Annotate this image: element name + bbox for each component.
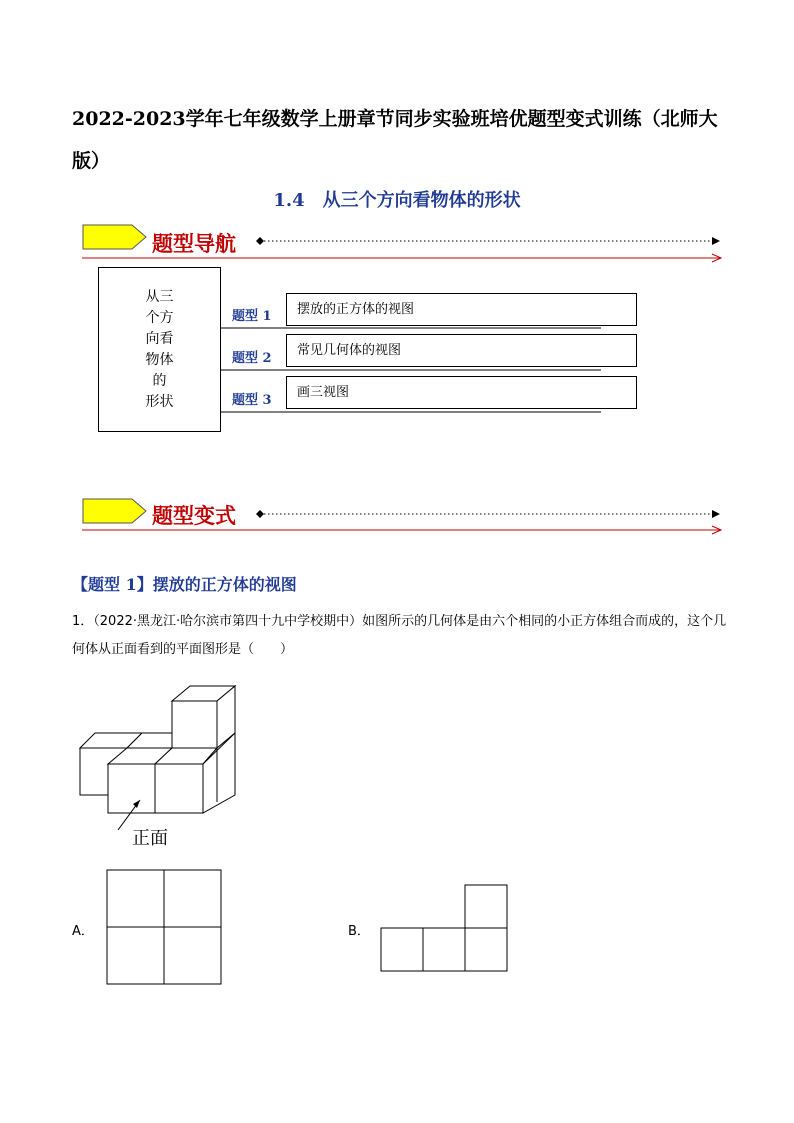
type-3-label: 题型 3 (232, 393, 272, 408)
topic-line: 个方 (145, 309, 174, 326)
type-1-heading: 【题型 1】摆放的正方体的视图 (72, 575, 297, 594)
front-label: 正面 (132, 828, 168, 849)
topic-line: 的 (152, 372, 167, 389)
section-title: 1.4 从三个方向看物体的形状 (273, 190, 521, 211)
topic-line: 形状 (145, 393, 174, 410)
option-b-label[interactable]: B． (348, 924, 370, 939)
topic-box (98, 267, 221, 432)
variants-banner-label: 题型变式 (152, 503, 236, 528)
topic-line: 向看 (145, 330, 174, 347)
type-2-box[interactable] (286, 334, 637, 367)
option-b-figure[interactable] (380, 884, 510, 974)
type-2-label: 题型 2 (232, 351, 272, 366)
type-3-title: 画三视图 (297, 385, 350, 400)
option-a-label[interactable]: A． (72, 924, 94, 939)
document-title: 2022-2023学年七年级数学上册章节同步实验班培优题型变式训练（北师大版） (72, 108, 718, 172)
topic-line: 物体 (145, 351, 174, 368)
type-1-box[interactable] (286, 293, 637, 326)
type-1-title: 摆放的正方体的视图 (297, 302, 415, 317)
type-2-title: 常见几何体的视图 (297, 343, 402, 358)
type-1-label: 题型 1 (232, 309, 272, 324)
option-a-figure[interactable] (106, 869, 224, 987)
nav-banner-label: 题型导航 (152, 231, 236, 256)
type-3-box[interactable] (286, 376, 637, 409)
topic-line: 从三 (145, 288, 174, 305)
question-1-text: 1．（2022·黑龙江·哈尔滨市第四十九中学校期中）如图所示的几何体是由六个相同的小正方体组合而成的，这个几何体从正面看到的平面图形是（ ） (72, 614, 727, 657)
